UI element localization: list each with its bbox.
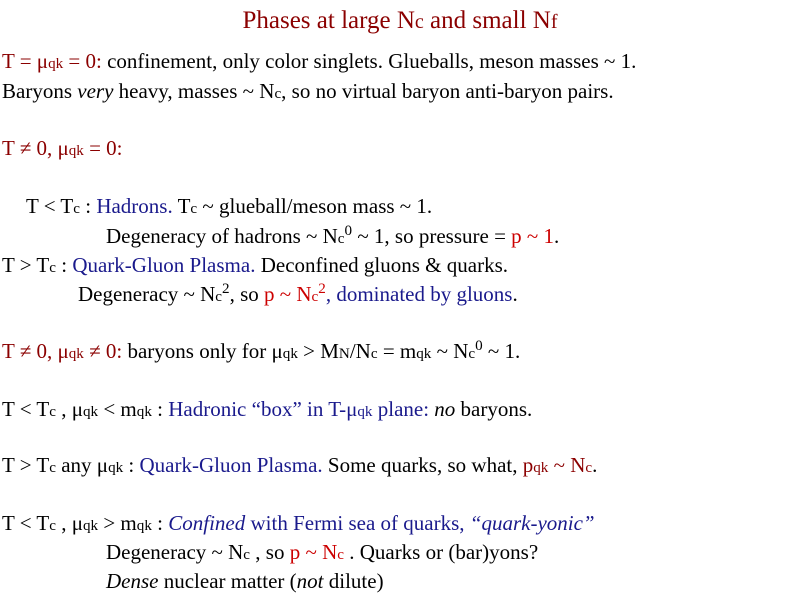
text-segment: : [151, 397, 169, 421]
text-segment: p [522, 453, 534, 477]
text-segment: T = μ [2, 49, 49, 73]
text-segment: N [338, 346, 350, 362]
text-segment: c [585, 460, 593, 476]
text-segment: T ≠ 0, μ [2, 136, 69, 160]
text-segment: qk [68, 346, 84, 362]
text-segment: T < T [2, 511, 50, 535]
text-segment: c [49, 518, 56, 534]
text-segment: qk [416, 346, 432, 362]
text-segment: qk [68, 143, 84, 159]
text-segment: c [49, 460, 56, 476]
text-segment: dilute) [323, 569, 384, 593]
line-qgp [2, 252, 508, 281]
text-segment: qk [533, 460, 549, 476]
line-quarkyonic-degeneracy [106, 539, 538, 568]
text-segment: c [215, 289, 223, 305]
text-segment: T [172, 194, 191, 218]
line-hadrons [26, 193, 432, 222]
text-segment: Deconfined gluons & quarks. [255, 253, 508, 277]
text-segment: : [79, 194, 97, 218]
text-segment: Quark-Gluon Plasma. [139, 453, 323, 477]
text-segment: . Quarks or (bar)yons? [343, 540, 539, 564]
text-segment: > M [297, 339, 339, 363]
text-segment: qk [282, 346, 298, 362]
text-segment: , μ [55, 511, 83, 535]
text-segment: ~ N [548, 453, 586, 477]
text-segment: with Fermi sea of quarks, [245, 511, 470, 535]
text-segment: ~ 1, so pressure = [352, 224, 512, 248]
text-segment: c [370, 346, 378, 362]
text-segment: no [434, 397, 456, 421]
line-dense-matter [106, 568, 384, 594]
text-segment: > m [98, 511, 137, 535]
text-segment: , so no virtual baryon anti-baryon pairs. [281, 79, 614, 103]
text-segment: /N [349, 339, 371, 363]
text-segment: baryons. [455, 397, 533, 421]
text-segment: 0 [344, 223, 353, 239]
text-segment: plane: [372, 397, 435, 421]
text-segment: : [151, 511, 169, 535]
text-segment: p ~ N [289, 540, 338, 564]
text-segment: qk [136, 518, 152, 534]
text-segment: p ~ N [264, 282, 312, 306]
text-segment: c [243, 547, 251, 563]
text-segment: Degeneracy ~ N [78, 282, 216, 306]
line-t-nonzero-mu-zero [2, 135, 123, 164]
text-segment: baryons only for μ [122, 339, 283, 363]
text-segment: ~ N [431, 339, 469, 363]
text-segment: = 0: [63, 49, 102, 73]
text-segment: qk [82, 518, 99, 534]
text-segment: c [337, 231, 345, 247]
text-segment: c [274, 86, 282, 102]
text-segment: “quark-yonic” [469, 511, 595, 535]
text-segment: Quark-Gluon Plasma. [72, 253, 256, 277]
line-t-zero-mu-zero [2, 48, 636, 77]
text-segment: qk [108, 460, 124, 476]
line-qgp-degeneracy [78, 281, 518, 310]
line-baryons-heavy [2, 78, 614, 107]
text-segment: T ≠ 0, μ [2, 339, 69, 363]
text-segment: c [49, 260, 56, 276]
text-segment: Degeneracy of hadrons ~ N [106, 224, 338, 248]
text-segment: ~ 1. [482, 339, 521, 363]
text-segment: , dominated by gluons [325, 282, 513, 306]
text-segment: not [296, 569, 324, 593]
text-segment: c [49, 404, 56, 420]
line-baryons-only [2, 338, 520, 367]
text-segment: < m [98, 397, 137, 421]
text-segment: c [468, 346, 476, 362]
text-segment: qk [136, 404, 152, 420]
text-segment: Hadronic “box” in T-μ [168, 397, 358, 421]
text-segment: , so [229, 282, 265, 306]
text-segment: 2 [318, 281, 326, 297]
text-segment: T > T [2, 253, 50, 277]
text-segment: c [190, 201, 198, 217]
line-hadronic-box [2, 396, 532, 425]
text-segment: qk [357, 404, 373, 420]
text-segment: = 0: [83, 136, 123, 160]
text-segment: . [554, 224, 560, 248]
text-segment: any μ [55, 453, 109, 477]
line-qgp-any-mu [2, 452, 597, 481]
text-segment: Hadrons. [96, 194, 173, 218]
text-segment: , μ [55, 397, 83, 421]
text-segment: heavy, masses ~ N [113, 79, 275, 103]
text-segment: T < T [2, 397, 50, 421]
text-segment: ~ glueball/meson mass ~ 1. [197, 194, 433, 218]
text-segment: 0 [475, 338, 483, 354]
text-segment: c [73, 201, 80, 217]
text-segment: ≠ 0: [83, 339, 123, 363]
text-segment: : [123, 453, 140, 477]
text-segment: = m [377, 339, 417, 363]
text-segment: c [337, 547, 344, 563]
text-segment: nuclear matter ( [158, 569, 297, 593]
line-hadron-degeneracy [106, 223, 559, 252]
text-segment: Some quarks, so what, [322, 453, 523, 477]
text-segment: qk [48, 56, 64, 72]
text-segment: : [55, 253, 73, 277]
text-segment: qk [82, 404, 99, 420]
text-segment: Degeneracy ~ N [106, 540, 244, 564]
text-segment: T < T [26, 194, 74, 218]
text-segment: Dense [106, 569, 159, 593]
text-segment: p ~ 1 [511, 224, 555, 248]
line-quarkyonic [2, 510, 595, 539]
text-segment: . [512, 282, 518, 306]
text-segment: 2 [222, 281, 230, 297]
text-segment: very [77, 79, 114, 103]
title-text: Phases at large Nc and small Nf [242, 7, 558, 34]
slide-title [0, 6, 800, 37]
text-segment: , so [250, 540, 290, 564]
text-segment: Baryons [2, 79, 78, 103]
text-segment: confinement, only color singlets. Glueballs, meson masses ~ 1. [101, 49, 637, 73]
text-segment: c [311, 289, 319, 305]
text-segment: . [592, 453, 598, 477]
text-segment: Confined [168, 511, 246, 535]
text-segment: T > T [2, 453, 50, 477]
